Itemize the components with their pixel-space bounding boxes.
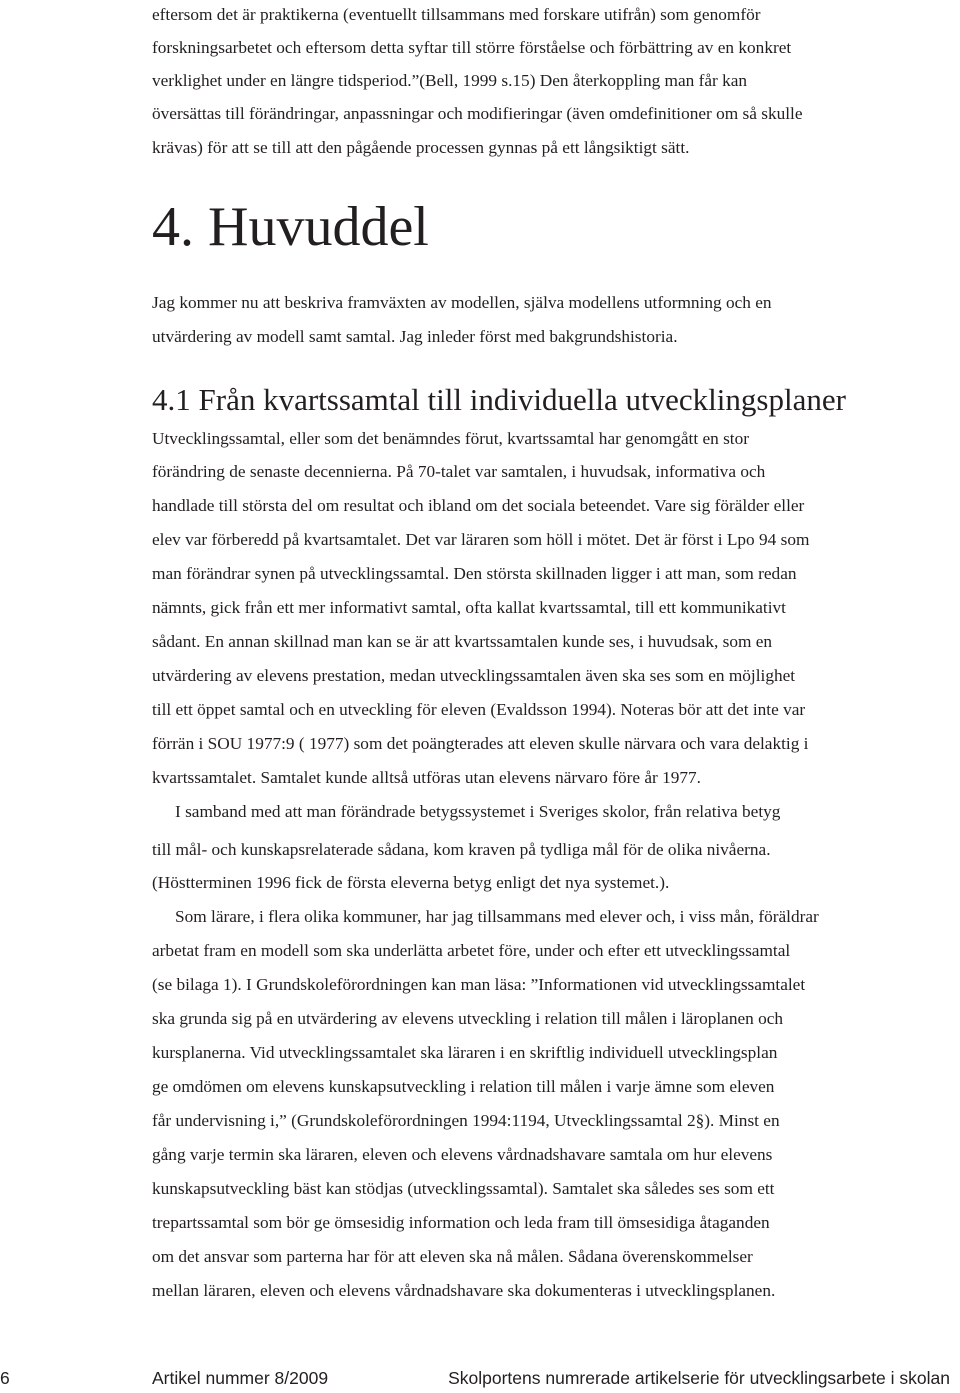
page-number: 6 (0, 1368, 10, 1388)
paragraph-line: Som lärare, i flera olika kommuner, har jag tillsammans med elever och, i viss mån, föräldrar (175, 907, 819, 926)
paragraph-line: ge omdömen om elevens kunskapsutveckling i relation till målen i varje ämne som eleven (152, 1077, 775, 1096)
paragraph-line: man förändrar synen på utvecklingssamtal. Den största skillnaden ligger i att man, som redan (152, 564, 797, 583)
paragraph-line: elev var förberedd på kvartsamtalet. Det var läraren som höll i mötet. Det är först i Lpo 94 som (152, 530, 810, 549)
paragraph-line: nämnts, gick från ett mer informativt samtal, ofta kallat kvartssamtal, till ett kommunikativt (152, 598, 786, 617)
paragraph-line: till mål- och kunskapsrelaterade sådana, kom kraven på tydliga mål för de olika nivåerna. (152, 840, 771, 859)
intro-line: forskningsarbetet och eftersom detta syftar till större förståelse och förbättring av en konkret (152, 38, 792, 57)
section-line: utvärdering av modell samt samtal. Jag inleder först med bakgrundshistoria. (152, 327, 678, 346)
subsection-heading: 4.1 Från kvartssamtal till individuella utvecklingsplaner (152, 382, 846, 417)
paragraph-line: får undervisning i,” (Grundskoleförordningen 1994:1194, Utvecklingssamtal 2§). Minst en (152, 1111, 780, 1130)
paragraph-line: kursplanerna. Vid utvecklingssamtalet ska läraren i en skriftlig individuell utvecklingsplan (152, 1043, 778, 1062)
paragraph-line: förändring de senaste decennierna. På 70-talet var samtalen, i huvudsak, informativa och (152, 462, 766, 481)
issue-label: Artikel nummer 8/2009 (152, 1368, 329, 1388)
paragraph-line: trepartssamtal som bör ge ömsesidig information och leda fram till ömsesidiga åtaganden (152, 1213, 770, 1232)
paragraph-line: om det ansvar som parterna har för att eleven ska nå målen. Sådana överenskommelser (152, 1247, 753, 1266)
paragraph-line: gång varje termin ska läraren, eleven och elevens vårdnadshavare samtala om hur elevens (152, 1145, 773, 1164)
paragraph-line: ska grunda sig på en utvärdering av elevens utveckling i relation till målen i läroplanen och (152, 1009, 784, 1028)
paragraph-line: sådant. En annan skillnad man kan se är att kvartssamtalen kunde ses, i huvudsak, som en (152, 632, 773, 651)
intro-line: verklighet under en längre tidsperiod.”(Bell, 1999 s.15) Den återkoppling man får kan (152, 71, 748, 90)
section-line: Jag kommer nu att beskriva framväxten av modellen, själva modellens utformning och en (152, 293, 772, 312)
section-heading: 4. Huvuddel (152, 196, 429, 258)
paragraph-line: arbetat fram en modell som ska underlätta arbetet före, under och efter ett utvecklingssamtal (152, 941, 791, 960)
intro-line: översättas till förändringar, anpassningar och modifieringar (även omdefinitioner om så skulle (152, 104, 803, 123)
paragraph-line: I samband med att man förändrade betygssystemet i Sveriges skolor, från relativa betyg (175, 802, 781, 821)
paragraph-line: handlade till största del om resultat och ibland om det sociala beteendet. Vare sig förälder eller (152, 496, 805, 515)
intro-line: krävas) för att se till att den pågående processen gynnas på ett långsiktigt sätt. (152, 138, 690, 157)
paragraph-line: (se bilaga 1). I Grundskoleförordningen kan man läsa: ”Informationen vid utvecklingssamtalet (152, 975, 806, 994)
paragraph-line: kvartssamtalet. Samtalet kunde alltså utföras utan elevens närvaro före år 1977. (152, 768, 701, 787)
intro-line: eftersom det är praktikerna (eventuellt tillsammans med forskare utifrån) som genomför (152, 5, 761, 24)
paragraph-line: kunskapsutveckling bäst kan stödjas (utvecklingssamtal). Samtalet ska således ses som ett (152, 1179, 775, 1198)
paragraph-line: förrän i SOU 1977:9 ( 1977) som det poängterades att eleven skulle närvara och vara delaktig i (152, 734, 809, 753)
paragraph-line: utvärdering av elevens prestation, medan utvecklingssamtalen även ska ses som en möjlighet (152, 666, 796, 685)
paragraph-line: Utvecklingssamtal, eller som det benämndes förut, kvartssamtal har genomgått en stor (152, 429, 750, 448)
series-label: Skolportens numrerade artikelserie för utvecklingsarbete i skolan (448, 1368, 950, 1388)
paragraph-line: till ett öppet samtal och en utveckling för eleven (Evaldsson 1994). Noteras bör att det inte var (152, 700, 806, 719)
paragraph-line: (Höstterminen 1996 fick de första eleverna betyg enligt det nya systemet.). (152, 873, 670, 892)
paragraph-line: mellan läraren, eleven och elevens vårdnadshavare ska dokumenteras i utvecklingsplanen. (152, 1281, 776, 1300)
